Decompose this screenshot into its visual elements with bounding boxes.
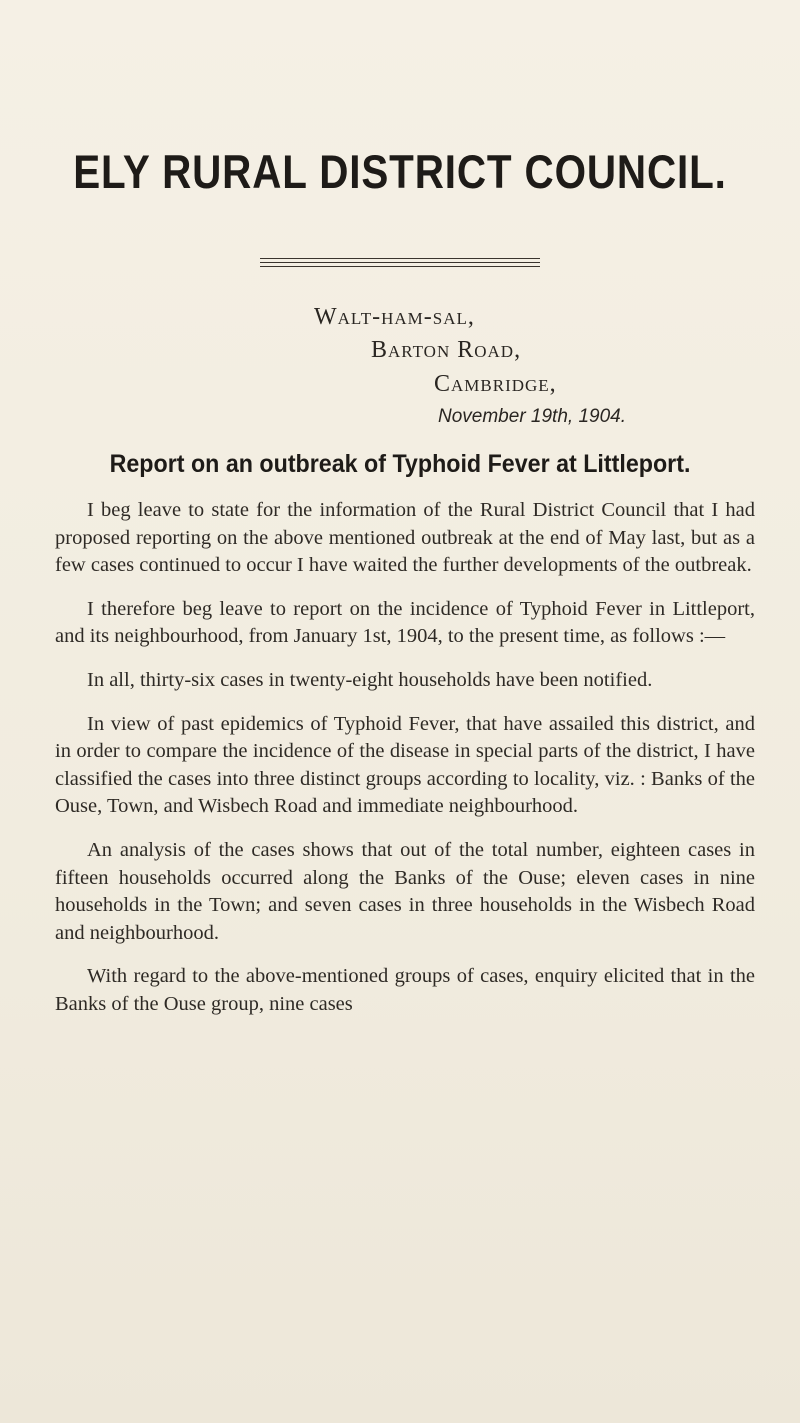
council-masthead: ELY RURAL DISTRICT COUNCIL. [73, 145, 727, 198]
letter-date: November 19th, 1904. [438, 406, 627, 427]
address-line-town: Cambridge, [434, 371, 557, 397]
paragraph-4: In view of past epidemics of Typhoid Fever, that have assailed this district, and in order to compare the incidence of the disease in special parts of the district, I have classified the cases into three distinct groups according to locality, viz. : Banks of the Ouse, Town, and Wisbech Road and immediate neighbourhood. [55, 712, 755, 818]
paragraph-1: I beg leave to state for the information of the Rural District Council that I had proposed reporting on the above mentioned outbreak at the end of May last, but as a few cases continued to occur I have waited the further developments of the outbreak. [55, 499, 755, 577]
paragraph-2: I therefore beg leave to report on the incidence of Typhoid Fever in Littleport, and its neighbourhood, from January 1st, 1904, to the present time, as follows :— [55, 597, 755, 648]
address-line-road: Barton Road, [371, 337, 522, 363]
masthead-rule-bottom [260, 266, 540, 267]
address-line-house: Walt-ham-sal, [314, 304, 475, 330]
paragraph-3: In all, thirty-six cases in twenty-eight households have been notified. [87, 668, 653, 691]
masthead-rule-middle [260, 262, 540, 263]
masthead-rule-top [260, 258, 540, 259]
paragraph-5: An analysis of the cases shows that out of the total number, eighteen cases in fifteen households occurred along the Banks of the Ouse; eleven cases in nine households in the Town; and seven cases in three households in the Wisbech Road and neighbourhood. [55, 838, 755, 944]
paragraph-6: With regard to the above-mentioned groups of cases, enquiry elicited that in the Banks of the Ouse group, nine cases [55, 965, 755, 1015]
report-body [55, 497, 755, 1035]
report-title: Report on an outbreak of Typhoid Fever at Littleport. [109, 450, 691, 478]
